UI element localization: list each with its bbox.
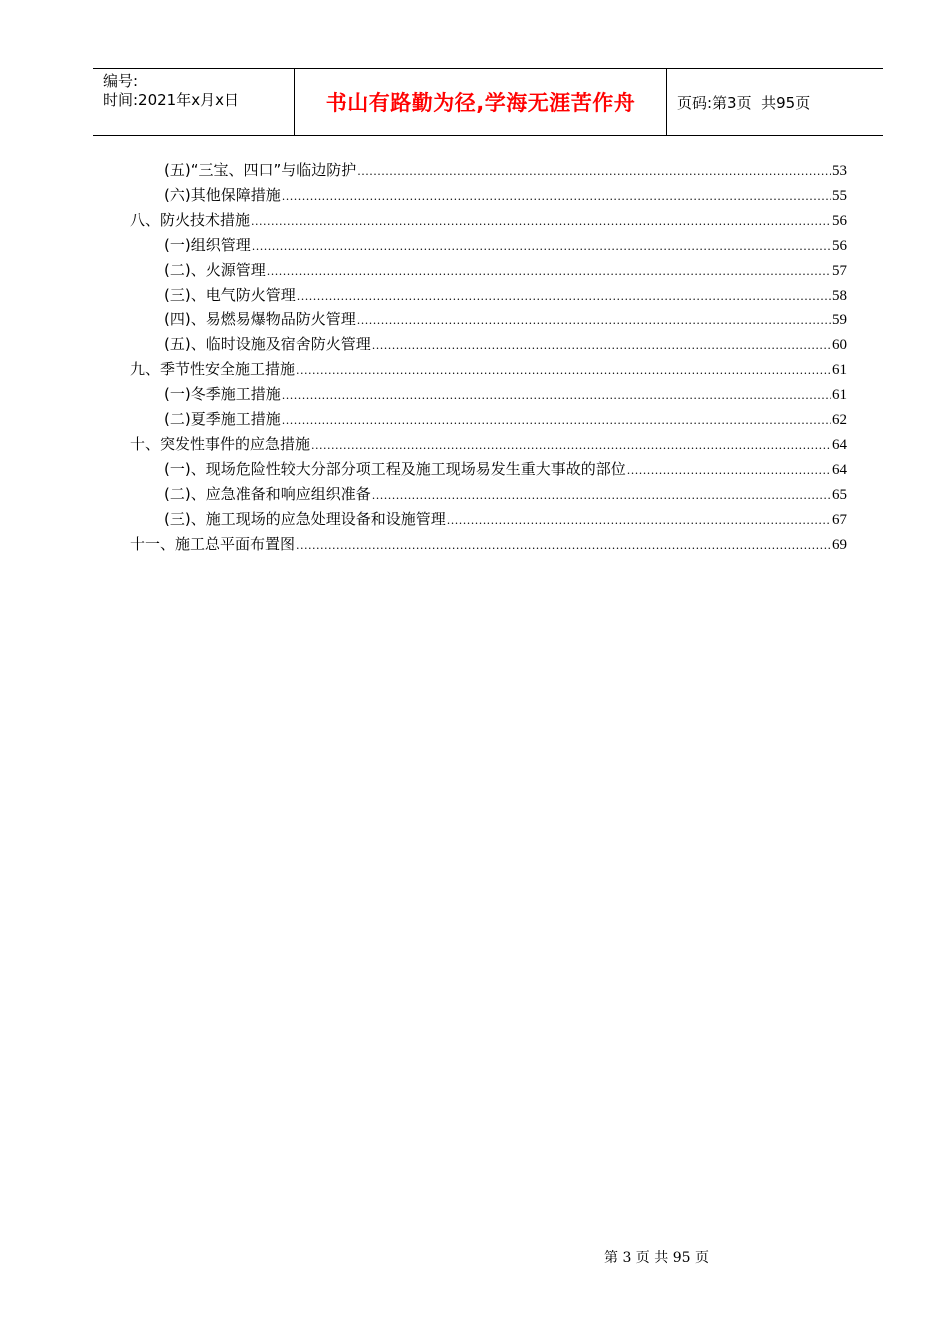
toc-leader-dots: [267, 259, 831, 284]
toc-leader-dots: [251, 209, 831, 234]
document-date: 时间:2021年x月x日: [103, 91, 239, 109]
page-footer: 第 3 页 共 95 页: [604, 1250, 709, 1266]
toc-entry-page: 57: [832, 262, 847, 279]
toc-entry[interactable]: [130, 432, 847, 457]
toc-entry-title: (一)组织管理: [164, 235, 251, 254]
toc-leader-dots: [282, 184, 831, 209]
toc-leader-dots: [357, 159, 831, 184]
toc-entry-page: 67: [832, 511, 847, 528]
toc-leader-dots: [296, 533, 831, 558]
toc-entry[interactable]: [130, 532, 847, 557]
toc-leader-dots: [447, 508, 831, 533]
toc-entry-title: (一)、现场危险性较大分部分项工程及施工现场易发生重大事故的部位: [164, 459, 626, 478]
toc-entry[interactable]: [130, 208, 847, 233]
toc-entry-title: (二)夏季施工措施: [164, 410, 281, 428]
toc-entry-page: 56: [832, 212, 847, 229]
toc-entry-title: 九、季节性安全施工措施: [130, 360, 296, 379]
toc-entry-title: (五)、临时设施及宿舍防火管理: [164, 335, 371, 354]
toc-entry-page: 59: [832, 312, 847, 329]
toc-leader-dots: [372, 483, 831, 508]
toc-entry-page: 58: [832, 287, 847, 304]
toc-entry-title: 八、防火技术措施: [130, 210, 251, 229]
toc-entry[interactable]: [164, 382, 847, 407]
toc-entry-title: (四)、易燃易爆物品防火管理: [164, 310, 356, 329]
page-header: [93, 68, 883, 136]
toc-entry-title: (五)“三宝、四口”与临边防护: [164, 161, 357, 179]
toc-entry-title: 十、突发性事件的应急措施: [130, 434, 311, 453]
toc-entry-page: 69: [832, 536, 847, 553]
toc-leader-dots: [357, 308, 831, 333]
toc-entry[interactable]: [164, 482, 847, 507]
toc-entry-page: 61: [832, 362, 847, 379]
toc-entry[interactable]: [164, 183, 847, 208]
toc-entry-page: 55: [832, 187, 847, 204]
toc-entry-page: 64: [832, 461, 847, 478]
toc-entry[interactable]: [164, 233, 847, 258]
toc-entry-title: (一)冬季施工措施: [164, 385, 281, 404]
toc-leader-dots: [252, 234, 831, 259]
toc-entry-page: 65: [832, 486, 847, 503]
toc-entry-page: 60: [832, 337, 847, 354]
toc-entry-page: 62: [832, 412, 847, 428]
toc-leader-dots: [372, 333, 831, 358]
document-number-label: 编号:: [103, 72, 139, 90]
toc-leader-dots: [282, 383, 831, 408]
toc-entry-page: 53: [832, 163, 847, 179]
toc-entry-title: (二)、火源管理: [164, 260, 266, 279]
header-meta: [93, 69, 294, 135]
toc-entry-title: (二)、应急准备和响应组织准备: [164, 484, 371, 503]
toc-entry[interactable]: [164, 457, 847, 482]
toc-entry-page: 64: [832, 436, 847, 453]
toc-leader-dots: [282, 408, 831, 433]
header-page-info: 页码:第3页 共95页: [677, 93, 811, 112]
toc-entry[interactable]: [164, 283, 847, 308]
toc-entry[interactable]: [130, 357, 847, 382]
toc-leader-dots: [311, 433, 831, 458]
toc-entry-title: 十一、施工总平面布置图: [130, 534, 296, 553]
header-motto: 书山有路勤为径,学海无涯苦作舟: [294, 69, 667, 135]
toc-leader-dots: [296, 358, 831, 383]
toc-entry[interactable]: [164, 407, 847, 432]
toc-entry[interactable]: [164, 307, 847, 332]
toc-leader-dots: [627, 458, 831, 483]
toc-entry[interactable]: [164, 158, 847, 183]
toc-entry-title: (三)、电气防火管理: [164, 285, 296, 304]
toc-leader-dots: [297, 284, 831, 309]
toc-entry[interactable]: [164, 332, 847, 357]
toc-entry[interactable]: [164, 507, 847, 532]
toc-entry-page: 56: [832, 237, 847, 254]
toc-entry-page: 61: [832, 387, 847, 404]
toc-entry[interactable]: [164, 258, 847, 283]
toc-entry-title: (六)其他保障措施: [164, 185, 281, 204]
toc-entry-title: (三)、施工现场的应急处理设备和设施管理: [164, 509, 446, 528]
